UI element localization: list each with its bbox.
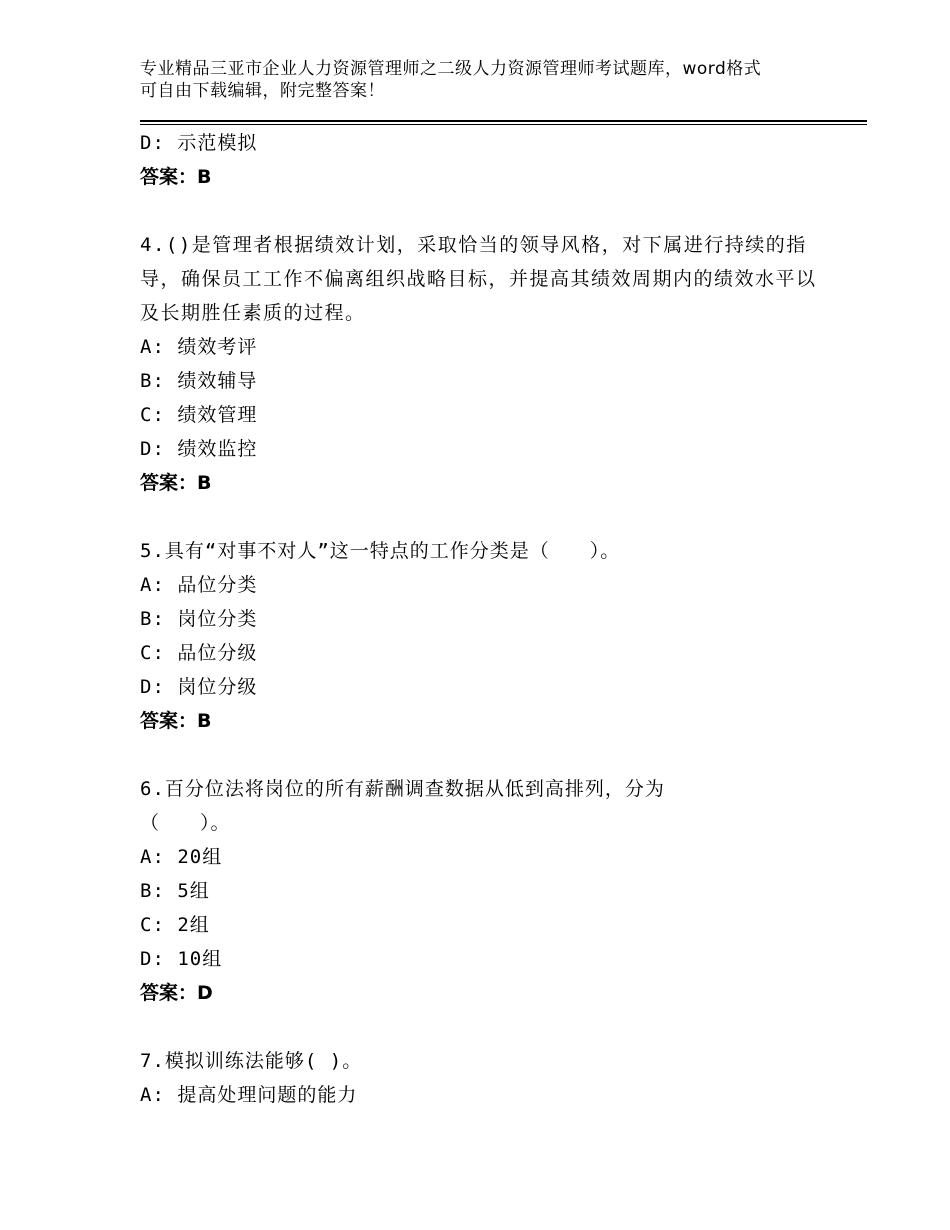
q5-option-a: A: 品位分类 xyxy=(140,574,258,596)
question-list xyxy=(140,126,820,1112)
q5-option-c: C: 品位分级 xyxy=(140,642,258,664)
q6-answer: 答案：D xyxy=(140,982,213,1004)
header-line-2: 可自由下载编辑，附完整答案！ xyxy=(140,81,385,101)
header-line-1: 专业精品三亚市企业人力资源管理师之二级人力资源管理师考试题库，word格式 xyxy=(140,59,762,79)
q7-question: 7.模拟训练法能够( )。 xyxy=(140,1050,363,1072)
q4-question: 4.()是管理者根据绩效计划，采取恰当的领导风格，对下属进行持续的指导，确保员工工作不偏离组织战略目标，并提高其绩效周期内的绩效水平以及长期胜任素质的过程。 xyxy=(140,234,817,324)
q4-answer: 答案：B xyxy=(140,472,212,494)
q5-option-d: D: 岗位分级 xyxy=(140,676,258,698)
header-rule-thin xyxy=(140,124,867,125)
q7-option-a: A: 提高处理问题的能力 xyxy=(140,1084,358,1106)
q3-answer: 答案：B xyxy=(140,166,212,188)
q6-option-b: B: 5组 xyxy=(140,880,210,902)
q4-option-d: D: 绩效监控 xyxy=(140,438,258,460)
q5-option-b: B: 岗位分类 xyxy=(140,608,258,630)
q6-question-line-1: 6.百分位法将岗位的所有薪酬调查数据从低到高排列，分为 xyxy=(140,778,665,800)
q6-option-a: A: 20组 xyxy=(140,846,223,868)
q4-option-c: C: 绩效管理 xyxy=(140,404,258,426)
q4-option-b: B: 绩效辅导 xyxy=(140,370,258,392)
header-rule-thick xyxy=(140,120,867,122)
q6-option-d: D: 10组 xyxy=(140,948,223,970)
q4-option-a: A: 绩效考评 xyxy=(140,336,258,358)
document-header xyxy=(140,58,820,102)
q5-answer: 答案：B xyxy=(140,710,212,732)
q5-question: 5.具有“对事不对人”这一特点的工作分类是（ ）。 xyxy=(140,540,621,562)
q3-option-d: D: 示范模拟 xyxy=(140,132,258,154)
q6-question-line-2: （ ）。 xyxy=(140,812,231,834)
q6-option-c: C: 2组 xyxy=(140,914,210,936)
